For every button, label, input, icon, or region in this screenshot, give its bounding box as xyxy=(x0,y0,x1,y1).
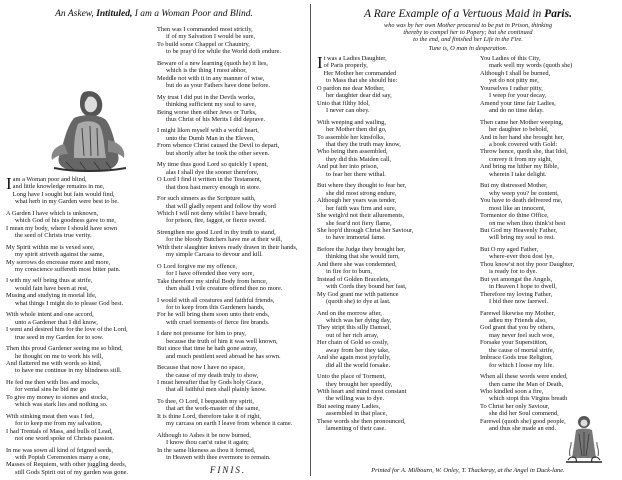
verse-line: With whole intent and one accord, xyxy=(6,311,94,319)
page-divider xyxy=(310,4,311,476)
verse-line: I weep for your decay, xyxy=(489,92,547,100)
verse-line: My trust I did put in the Devils works, xyxy=(157,93,256,101)
verse-line: He fed me then with lies and mocks, xyxy=(6,378,100,386)
verse-line: adieu my Friends also, xyxy=(489,316,547,324)
verse-line: O Lord I find it written in the Testament, xyxy=(157,176,262,184)
verse-line: I with my self being thus at strife, xyxy=(6,277,93,285)
verse-line: Unto the place of Torment, xyxy=(317,373,386,381)
verse-line: thinking sufficient my soul to save, xyxy=(166,101,257,109)
finis-label: FINIS. xyxy=(209,465,247,475)
verse-line: I dare not presume for him to pray, xyxy=(157,330,247,338)
verse-line: she fear'd not fiery flame, xyxy=(326,219,392,227)
verse-line: my simple Carcass to devour and kill. xyxy=(166,251,263,259)
verse-line: Forsake your Superstition, xyxy=(480,339,548,347)
verse-line: my conscience suffereth most bitter pain. xyxy=(15,265,121,273)
verse-line: I am a Woman poor and blind, xyxy=(6,174,87,193)
verse-line: Musing and studying in mortal life, xyxy=(6,292,97,300)
verse-line: And flattered me with words so kind, xyxy=(6,359,102,367)
verse-line: to fear her there withal. xyxy=(326,170,386,178)
verse-line: To give my money to stones and stocks, xyxy=(6,393,109,401)
verse-line: will bring my soul to rest. xyxy=(489,234,556,242)
verse-line: Beware of a new learning (quoth he) it lies, xyxy=(157,59,268,67)
verse-line: (quoth she) to dye at last. xyxy=(326,298,391,306)
verse-line: Yourselves I rather pitty, xyxy=(480,84,543,92)
verse-line: thus Christ of his Merits I did deprave. xyxy=(166,115,266,123)
verse-line: is ready for to dye. xyxy=(489,268,538,276)
verse-line: and little knowledge remains in me, xyxy=(12,183,105,191)
verse-line: a book covered with Gold: xyxy=(489,140,558,148)
verse-line: To Christ her only Saviour, xyxy=(480,402,550,410)
verse-line: Although I shall be burned, xyxy=(480,69,551,77)
verse-line: I bid thee now farewel. xyxy=(489,298,549,306)
verse-line: where-ever thou dost lye, xyxy=(489,253,554,261)
verse-line: A Garden I have which is unknown, xyxy=(6,209,99,217)
verse-line: Masses of Requiem, with other juggling deeds, xyxy=(6,461,127,469)
verse-line: Tormentor do thine Office, xyxy=(480,212,549,220)
verse-line: my carcass on earth I leave from whence it came. xyxy=(166,420,293,428)
verse-line: Who kindled soon a fire, xyxy=(480,388,544,396)
verse-line: O Lord forgive me my offence, xyxy=(157,262,237,270)
verse-line: And in her hand she brought her, xyxy=(480,133,565,141)
verse-line: because the truth of him it was well known, xyxy=(166,337,278,345)
verse-line: With weeping and wailing, xyxy=(317,118,386,126)
printer-imprint: Printed for A. Milbourn, W. Onley, T. Thackeray, at the Angel in Duck-lane. xyxy=(371,467,565,474)
verse-line: for to keep from this Gardeners hands, xyxy=(166,303,265,311)
verse-line: what herb in my Garden were best to be. xyxy=(15,198,119,206)
subtitle-line: who was by her own Mother procured to be put in Prison, thinking xyxy=(384,22,552,29)
verse-line: In the same likeness as thou it formed, xyxy=(157,446,256,454)
verse-line: My time thus good Lord so quickly I spent, xyxy=(157,161,268,169)
verse-line: to be pray'd for while the World doth endure. xyxy=(166,48,281,56)
verse-line: he thought on me to work his will, xyxy=(15,352,104,360)
verse-line: she did most strong endure, xyxy=(326,189,397,197)
left-ballad xyxy=(0,0,308,480)
verse-line: To thee, O Lord, I bequeath my spirit, xyxy=(157,397,254,405)
verse-line: and do no time delay. xyxy=(489,107,544,115)
verse-line: I mean my body, where I should have sown xyxy=(6,224,118,232)
right-title xyxy=(314,9,622,20)
verse-line: But my distressed Mother, xyxy=(480,182,548,190)
verse-line: You have to death delivered me, xyxy=(480,197,563,205)
verse-line: With their slaughter knives ready drawn in their hands, xyxy=(157,243,298,251)
verse-line: Instead of Golden Bracelets, xyxy=(317,275,390,283)
verse-line: then came the Man of Death, xyxy=(489,380,564,388)
verse-line: assembled in that place, xyxy=(326,410,388,418)
verse-line: that thou hast mercy enough in store. xyxy=(166,183,261,191)
verse-line: With stinking meat then was I fed, xyxy=(6,412,94,420)
verse-line: away from her they take, xyxy=(326,346,390,354)
verse-line: I might liken myself with a woful heart, xyxy=(157,127,259,135)
verse-line: I never can obey. xyxy=(326,107,370,115)
verse-line: in fire for to burn, xyxy=(326,268,372,276)
verse-line: They stript this silly Damsel, xyxy=(317,324,392,332)
verse-line: For such sinners as the Scripture saith, xyxy=(157,195,256,203)
verse-line: would fain have been at rest, xyxy=(15,284,89,292)
verse-line: the cause of my death truly to show, xyxy=(166,371,259,379)
verse-line: Strengthen me good Lord in thy truth to stand, xyxy=(157,228,276,236)
verse-line: convey it from my sight, xyxy=(489,155,553,163)
verse-line: I know thou can'st raise it again; xyxy=(166,439,249,447)
verse-line: Her chain of Gold so costly, xyxy=(317,339,389,347)
verse-line: that will gladly repent and follow thy word xyxy=(166,202,276,210)
verse-line: for venial sins he bid me go xyxy=(15,386,86,394)
verse-line: most like an innocent, xyxy=(489,204,546,212)
verse-line: true seed in my Garden for to sow. xyxy=(15,333,104,341)
verse-line: And she again most joyfully, xyxy=(317,354,391,362)
verse-line: Therefore my loving Father, xyxy=(480,290,553,298)
verse-line: God grant that you by others, xyxy=(480,324,555,332)
verse-line: But seeing many Ladies, xyxy=(317,402,381,410)
verse-line: But O my aged Father, xyxy=(480,245,539,253)
woodcut-maiden-icon xyxy=(562,414,606,464)
verse-line: O pardon me dear Mother, xyxy=(317,84,385,92)
drop-cap: I xyxy=(317,53,323,72)
verse-line: To assemble her kinsfolks, xyxy=(317,133,386,141)
verse-line: with Popish Ceremonies many a one, xyxy=(15,453,111,461)
verse-line: the cause of mortal strife, xyxy=(489,346,555,354)
verse-line: Throw hence, quoth she, that Idol, xyxy=(480,148,568,156)
verse-line: may never feel such woe, xyxy=(489,331,555,339)
verse-line: She hop'd through Christ her Saviour, xyxy=(317,226,414,234)
verse-line: if of my Salvation I would be sure, xyxy=(166,33,256,41)
verse-line: which was her dying day, xyxy=(326,316,392,324)
verse-line: yet do not pitty me, xyxy=(489,77,539,85)
verse-line: Then this proud Gardener seeing me so blind, xyxy=(6,345,123,353)
verse-line: my spirit striveth against the same, xyxy=(15,251,105,259)
verse-line: For he will bring them soon unto their ends, xyxy=(157,311,270,319)
verse-line: But God my Heavenly Father, xyxy=(480,226,557,234)
verse-line: of Paris properly, xyxy=(323,62,368,70)
verse-line: Which I will not deny whilst I have breath, xyxy=(157,209,267,217)
verse-line: With heart and mind most constant xyxy=(317,388,407,396)
verse-line: not one word spoke of Christs passion. xyxy=(15,435,115,443)
subtitle-line: to the end, and finished her Life in the Fire. xyxy=(413,36,523,44)
verse-line: Who being then assembled, xyxy=(317,148,388,156)
verse-line: And put her into prison, xyxy=(317,163,379,171)
verse-line: And there she was condemned, xyxy=(317,260,397,268)
verse-line: unto the Dumb Man in the Eleven, xyxy=(166,134,255,142)
verse-line: unto a Gardener that I did know, xyxy=(15,318,98,326)
subtitle-line: thereby to compel her to Popery; but she continued xyxy=(403,29,533,37)
verse-line: which is the thing I most abhor, xyxy=(166,67,247,75)
left-title xyxy=(0,9,308,20)
verse-line: that art the work-master of the same, xyxy=(166,405,260,413)
tune-text: Tune is, O man in desperation. xyxy=(428,45,508,52)
verse-line: And bring me hither my Bible, xyxy=(480,163,559,171)
verse-line: her daughter to behold, xyxy=(489,126,549,134)
verse-line: but shortly after he took the other seven. xyxy=(166,149,270,157)
verse-line: Thou know'st not thy poor Daughter, xyxy=(480,260,575,268)
right-ballad xyxy=(314,0,622,480)
verse-line: to have me continue in my blindness still. xyxy=(15,367,122,375)
verse-line: Before the Judge they brought her, xyxy=(317,245,406,253)
left-title-bold: Intituled, xyxy=(96,9,133,19)
verse-line: and thus she made an end. xyxy=(489,425,557,433)
verse-line: why weep you? be content, xyxy=(489,189,559,197)
left-title-post: I am a Woman Poor and Blind. xyxy=(134,9,253,19)
verse-line: to Mass that she should hie: xyxy=(326,77,398,85)
drop-cap: I xyxy=(6,174,12,193)
verse-line: When all these words were ended, xyxy=(480,373,568,381)
right-tune xyxy=(314,45,622,52)
verse-line: still Gods Spirit out of my garden was gone. xyxy=(15,468,129,476)
verse-line: with Cords they bound her fast, xyxy=(326,283,407,291)
verse-line: Then was I commanded most strictly, xyxy=(157,26,253,33)
verse-line: I must hereafter that by Gods holy Grace, xyxy=(157,379,264,387)
verse-line: that they the truth may know, xyxy=(326,140,401,148)
right-column-1 xyxy=(317,55,413,433)
verse-line: She weigh'd not their allurements, xyxy=(317,212,405,220)
verse-line: which was stark lies and nothing so. xyxy=(15,401,108,409)
verse-line: and much pestilent seed abroad he has sown. xyxy=(166,352,281,360)
verse-line: My God grant me with patience xyxy=(317,290,399,298)
verse-line: but do as your Fathers have done before. xyxy=(166,82,270,90)
verse-line: for which I loose my life. xyxy=(489,361,554,369)
verse-line: lamenting of their case. xyxy=(326,425,386,433)
verse-line: which stopt this Virgins breath xyxy=(489,395,568,403)
verse-line: Then came her Mother weeping, xyxy=(480,118,564,126)
right-subtitle xyxy=(314,22,622,44)
verse-line: Farewel likewise my Mother, xyxy=(480,309,555,317)
verse-line: thinking that she would turn, xyxy=(326,253,400,261)
verse-line: From whence Christ caused the Devil to depart, xyxy=(157,142,280,150)
left-column-2 xyxy=(157,26,297,462)
verse-line: But yet amongst the Angels, xyxy=(480,275,553,283)
verse-line: they did this Maiden call, xyxy=(326,155,392,163)
verse-line: But where they thought to fear her, xyxy=(317,182,407,190)
verse-line: My sorrows do encrease more and more, xyxy=(6,258,111,266)
verse-line: mark well my words (quoth she) xyxy=(489,62,573,70)
verse-line: I went and desired him for the love of the Lord, xyxy=(6,326,128,334)
verse-line: And on the morrow after, xyxy=(317,309,382,317)
verse-line: for the bloody Butchers have me at their will, xyxy=(166,236,283,244)
woodcut-woman-icon xyxy=(44,84,134,174)
verse-line: Take therefore my sinful Body from hence, xyxy=(157,277,268,285)
verse-line: Although her years was tender, xyxy=(317,197,397,205)
left-column-1 xyxy=(6,176,128,476)
right-title-pre: A Rare Example of a Vertuous Maid in xyxy=(364,8,542,20)
verse-line: which God of his goodness gave to me, xyxy=(15,217,116,225)
verse-line: Imbrace Gods true Religion, xyxy=(480,354,553,362)
verse-line: they brought her speedily, xyxy=(326,380,393,388)
verse-line: to have immortal fame. xyxy=(326,234,386,242)
verse-line: You Ladies of this City, xyxy=(480,55,541,62)
left-title-pre: An Askew, xyxy=(55,9,94,19)
verse-line: Although to Ashes it be now burned, xyxy=(157,431,251,439)
verse-line: Unto that filthy Idol, xyxy=(317,99,370,107)
verse-line: Farewel (quoth she) good people, xyxy=(480,417,566,425)
verse-line: the willing was to dye. xyxy=(326,395,385,403)
verse-line: Meddle not with it in any manner of wise, xyxy=(157,74,265,82)
verse-line: wherein I take delight. xyxy=(489,170,547,178)
verse-line: then shall I vile creature offend thee no more. xyxy=(166,285,283,293)
verse-line: It is thine Lord, therefore take it of right, xyxy=(157,412,261,420)
verse-line: out of her rich array, xyxy=(326,331,379,339)
verse-line: In me was sown all kind of feigned seeds, xyxy=(6,446,114,454)
verse-line: Being worse then either Jews or Turks, xyxy=(157,108,257,116)
verse-line: for prison, fire, faggot, or fierce sword. xyxy=(166,217,267,225)
verse-line: My Spirit within me is vexed sore, xyxy=(6,243,95,251)
verse-line: in Heaven with thee evermore to remain. xyxy=(166,454,271,462)
verse-line: her Mother then did go, xyxy=(326,126,387,134)
verse-line: that all faithful men shall plainly know. xyxy=(166,386,267,394)
verse-line: the seed of Christs true verity. xyxy=(15,232,92,240)
verse-line: she did her Soul commend, xyxy=(489,410,559,418)
verse-line: It was a Ladies Daughter, xyxy=(317,53,387,72)
verse-line: on me when thou think'st best xyxy=(489,219,566,227)
verse-line: Long have I sought but fain would find, xyxy=(12,190,115,198)
verse-line: These words she then pronounced, xyxy=(317,417,406,425)
verse-line: alas I shall dye the sooner therefore, xyxy=(166,168,259,176)
verse-line: in Heaven I hope to dwell, xyxy=(489,283,557,291)
verse-line: I would with all creatures and faithful friends, xyxy=(157,296,275,304)
right-title-bold: Paris. xyxy=(544,8,572,20)
verse-line: what things I might do to please God best. xyxy=(15,299,124,307)
verse-line: But since that time he hath gone astray, xyxy=(157,345,258,353)
verse-line: for to keep me from my salvation, xyxy=(15,420,103,428)
verse-line: To build some Chappel or Chauntry, xyxy=(157,40,250,48)
verse-line: Amend your time fair Ladies, xyxy=(480,99,556,107)
verse-line: did all the world forsake. xyxy=(326,361,391,369)
verse-line: Her Mother her commanded xyxy=(323,69,397,77)
verse-line: her faith was firm and sure, xyxy=(326,204,397,212)
verse-line: her daughter dear did say, xyxy=(326,92,392,100)
verse-line: I had Trentals of Mass, and bulls of Lead, xyxy=(6,427,113,435)
right-column-2 xyxy=(480,55,574,433)
verse-line: with cruel torments of fierce fire brands. xyxy=(166,318,270,326)
verse-line: for I have offended thee very sore, xyxy=(166,270,255,278)
verse-line: Because that now I have no space, xyxy=(157,364,245,372)
